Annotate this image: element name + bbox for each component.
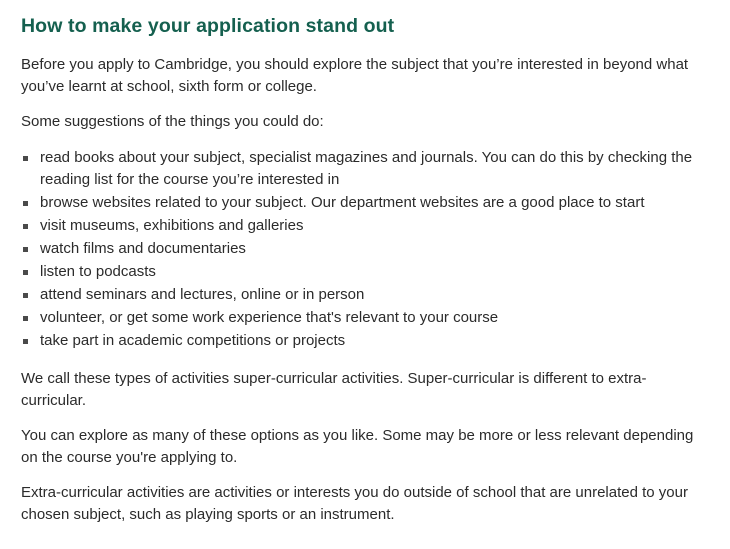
list-item: read books about your subject, specialist magazines and journals. You can do this by checking the reading list for the course you’re interested in [21,147,704,191]
intro-paragraph-1: Before you apply to Cambridge, you should explore the subject that you’re interested in beyond what you’ve learnt at school, sixth form or college. [21,56,689,96]
suggestions-list [21,147,704,352]
closing-paragraph-3: Extra-curricular activities are activities or interests you do outside of school that are unrelated to your chosen subject, such as playing sports or an instrument. [21,484,688,524]
list-item: listen to podcasts [21,261,704,283]
intro-paragraph-2: Some suggestions of the things you could do: [21,113,324,131]
list-item: attend seminars and lectures, online or in person [21,284,704,306]
list-item: take part in academic competitions or projects [21,330,704,352]
page-title: How to make your application stand out [21,15,395,37]
list-item: visit museums, exhibitions and galleries [21,215,704,237]
list-item: browse websites related to your subject. Our department websites are a good place to start [21,192,704,214]
list-item: watch films and documentaries [21,238,704,260]
list-item: volunteer, or get some work experience that's relevant to your course [21,307,704,329]
closing-paragraph-1: We call these types of activities super-curricular activities. Super-curricular is different to extra-curricular. [21,370,647,410]
closing-paragraph-2: You can explore as many of these options as you like. Some may be more or less relevant depending on the course you're applying to. [21,427,694,467]
